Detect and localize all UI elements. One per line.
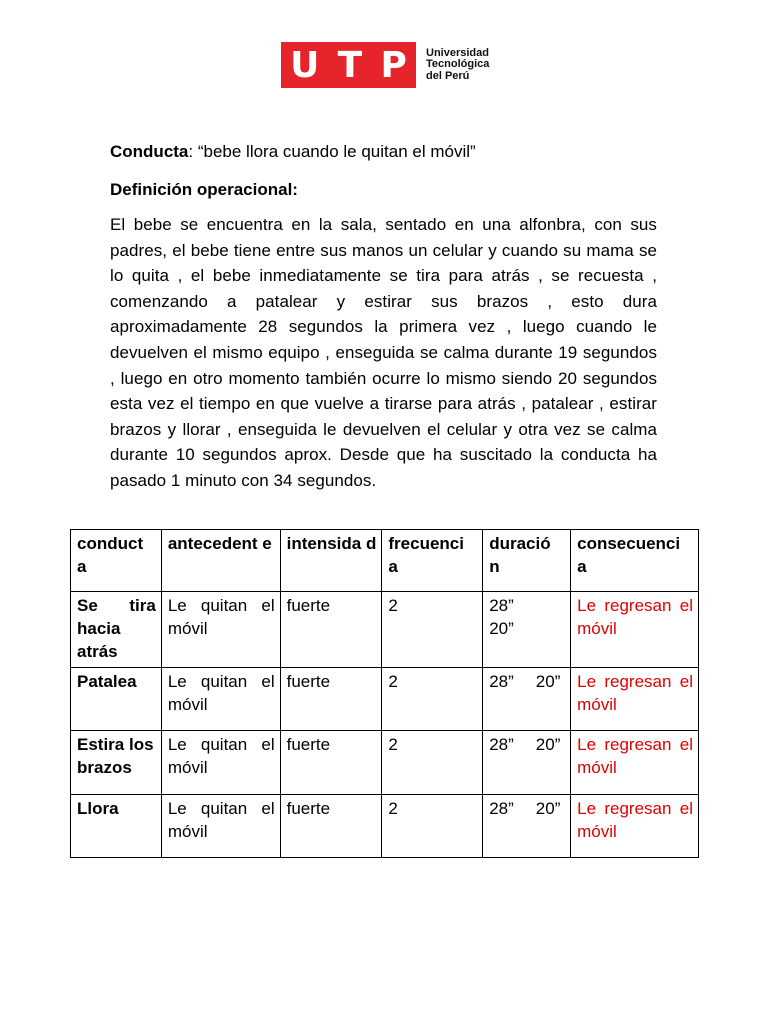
cell-intensidad: fuerte	[280, 795, 382, 858]
conducta-text: : “bebe llora cuando le quitan el móvil”	[188, 142, 476, 161]
cell-antecedente: Le quitan el móvil	[161, 592, 280, 668]
cell-intensidad: fuerte	[280, 731, 382, 795]
duracion-value-b: 20”	[535, 672, 561, 691]
duracion-value-a: 28”	[489, 799, 514, 818]
utp-logo	[281, 42, 489, 88]
conducta-line	[110, 142, 657, 162]
cell-consecuencia: Le regresan el móvil	[571, 731, 699, 795]
cell-intensidad: fuerte	[280, 668, 382, 731]
cell-consecuencia: Le regresan el móvil	[571, 668, 699, 731]
table-row	[71, 795, 699, 858]
cell-intensidad: fuerte	[280, 592, 382, 668]
conducta-label: Conducta	[110, 142, 189, 161]
cell-duracion	[483, 795, 571, 858]
cell-duracion	[483, 731, 571, 795]
cell-conducta: Patalea	[71, 668, 162, 731]
cell-antecedente: Le quitan el móvil	[161, 668, 280, 731]
logo-line-3: del Perú	[426, 69, 470, 82]
utp-logo-mark	[281, 42, 416, 88]
cell-conducta: Estira los brazos	[71, 731, 162, 795]
duracion-value-b: 20”	[535, 799, 561, 818]
header-duracion: duració n	[483, 530, 571, 592]
cell-duracion	[483, 592, 571, 668]
table-row	[71, 592, 699, 668]
utp-logo-text	[426, 48, 489, 83]
cell-antecedente: Le quitan el móvil	[161, 731, 280, 795]
definicion-heading: Definición operacional:	[110, 180, 298, 199]
header-frecuencia: frecuenci a	[382, 530, 483, 592]
table-row	[71, 668, 699, 731]
logo-line-1: Universidad	[426, 46, 489, 59]
cell-consecuencia: Le regresan el móvil	[571, 592, 699, 668]
cell-duracion	[483, 668, 571, 731]
behavior-table	[70, 529, 699, 858]
cell-consecuencia: Le regresan el móvil	[571, 795, 699, 858]
header-antecedente: antecedent e	[161, 530, 280, 592]
table-row	[71, 731, 699, 795]
cell-frecuencia: 2	[382, 795, 483, 858]
header-conducta: conduct a	[71, 530, 162, 592]
table-header-row	[71, 530, 699, 592]
header-consecuencia: consecuenci a	[571, 530, 699, 592]
duracion-value-a: 28”	[489, 596, 514, 615]
cell-conducta: Llora	[71, 795, 162, 858]
logo-letter-t: T	[337, 44, 363, 86]
cell-conducta: Se tira hacia atrás	[71, 592, 162, 668]
duracion-value-b: 20”	[535, 735, 561, 754]
duracion-value-a: 28”	[489, 735, 514, 754]
header-intensidad: intensida d	[280, 530, 382, 592]
duracion-value-a: 28”	[489, 672, 514, 691]
cell-antecedente: Le quitan el móvil	[161, 795, 280, 858]
cell-frecuencia: 2	[382, 668, 483, 731]
definicion-paragraph: El bebe se encuentra en la sala, sentado en una alfonbra, con sus padres, el bebe tiene entre sus manos un celular y cuando su mama se lo quita , el bebe inmediatamente se tira para atrás , se recuesta , comenzando a patalear y estirar sus brazos , esto dura aproximadamente 28 segundos la primera vez , luego cuando le devuelven el mismo equipo , enseguida se calma durante 19 segundos , luego en otro momento también ocurre lo mismo siendo 20 segundos esta vez el tiempo en que vuelve a tirarse para atrás , patalear , estirar brazos y llorar , enseguida le devuelven el celular y otra vez se calma durante 10 segundos aprox. Desde que ha suscitado la conducta ha pasado 1 minuto con 34 segundos.	[110, 215, 657, 490]
cell-frecuencia: 2	[382, 731, 483, 795]
cell-frecuencia: 2	[382, 592, 483, 668]
logo-letter-p: P	[380, 44, 407, 86]
duracion-value-b: 20”	[489, 619, 514, 638]
logo-line-2: Tecnológica	[426, 58, 490, 71]
logo-letter-u: U	[290, 44, 320, 86]
